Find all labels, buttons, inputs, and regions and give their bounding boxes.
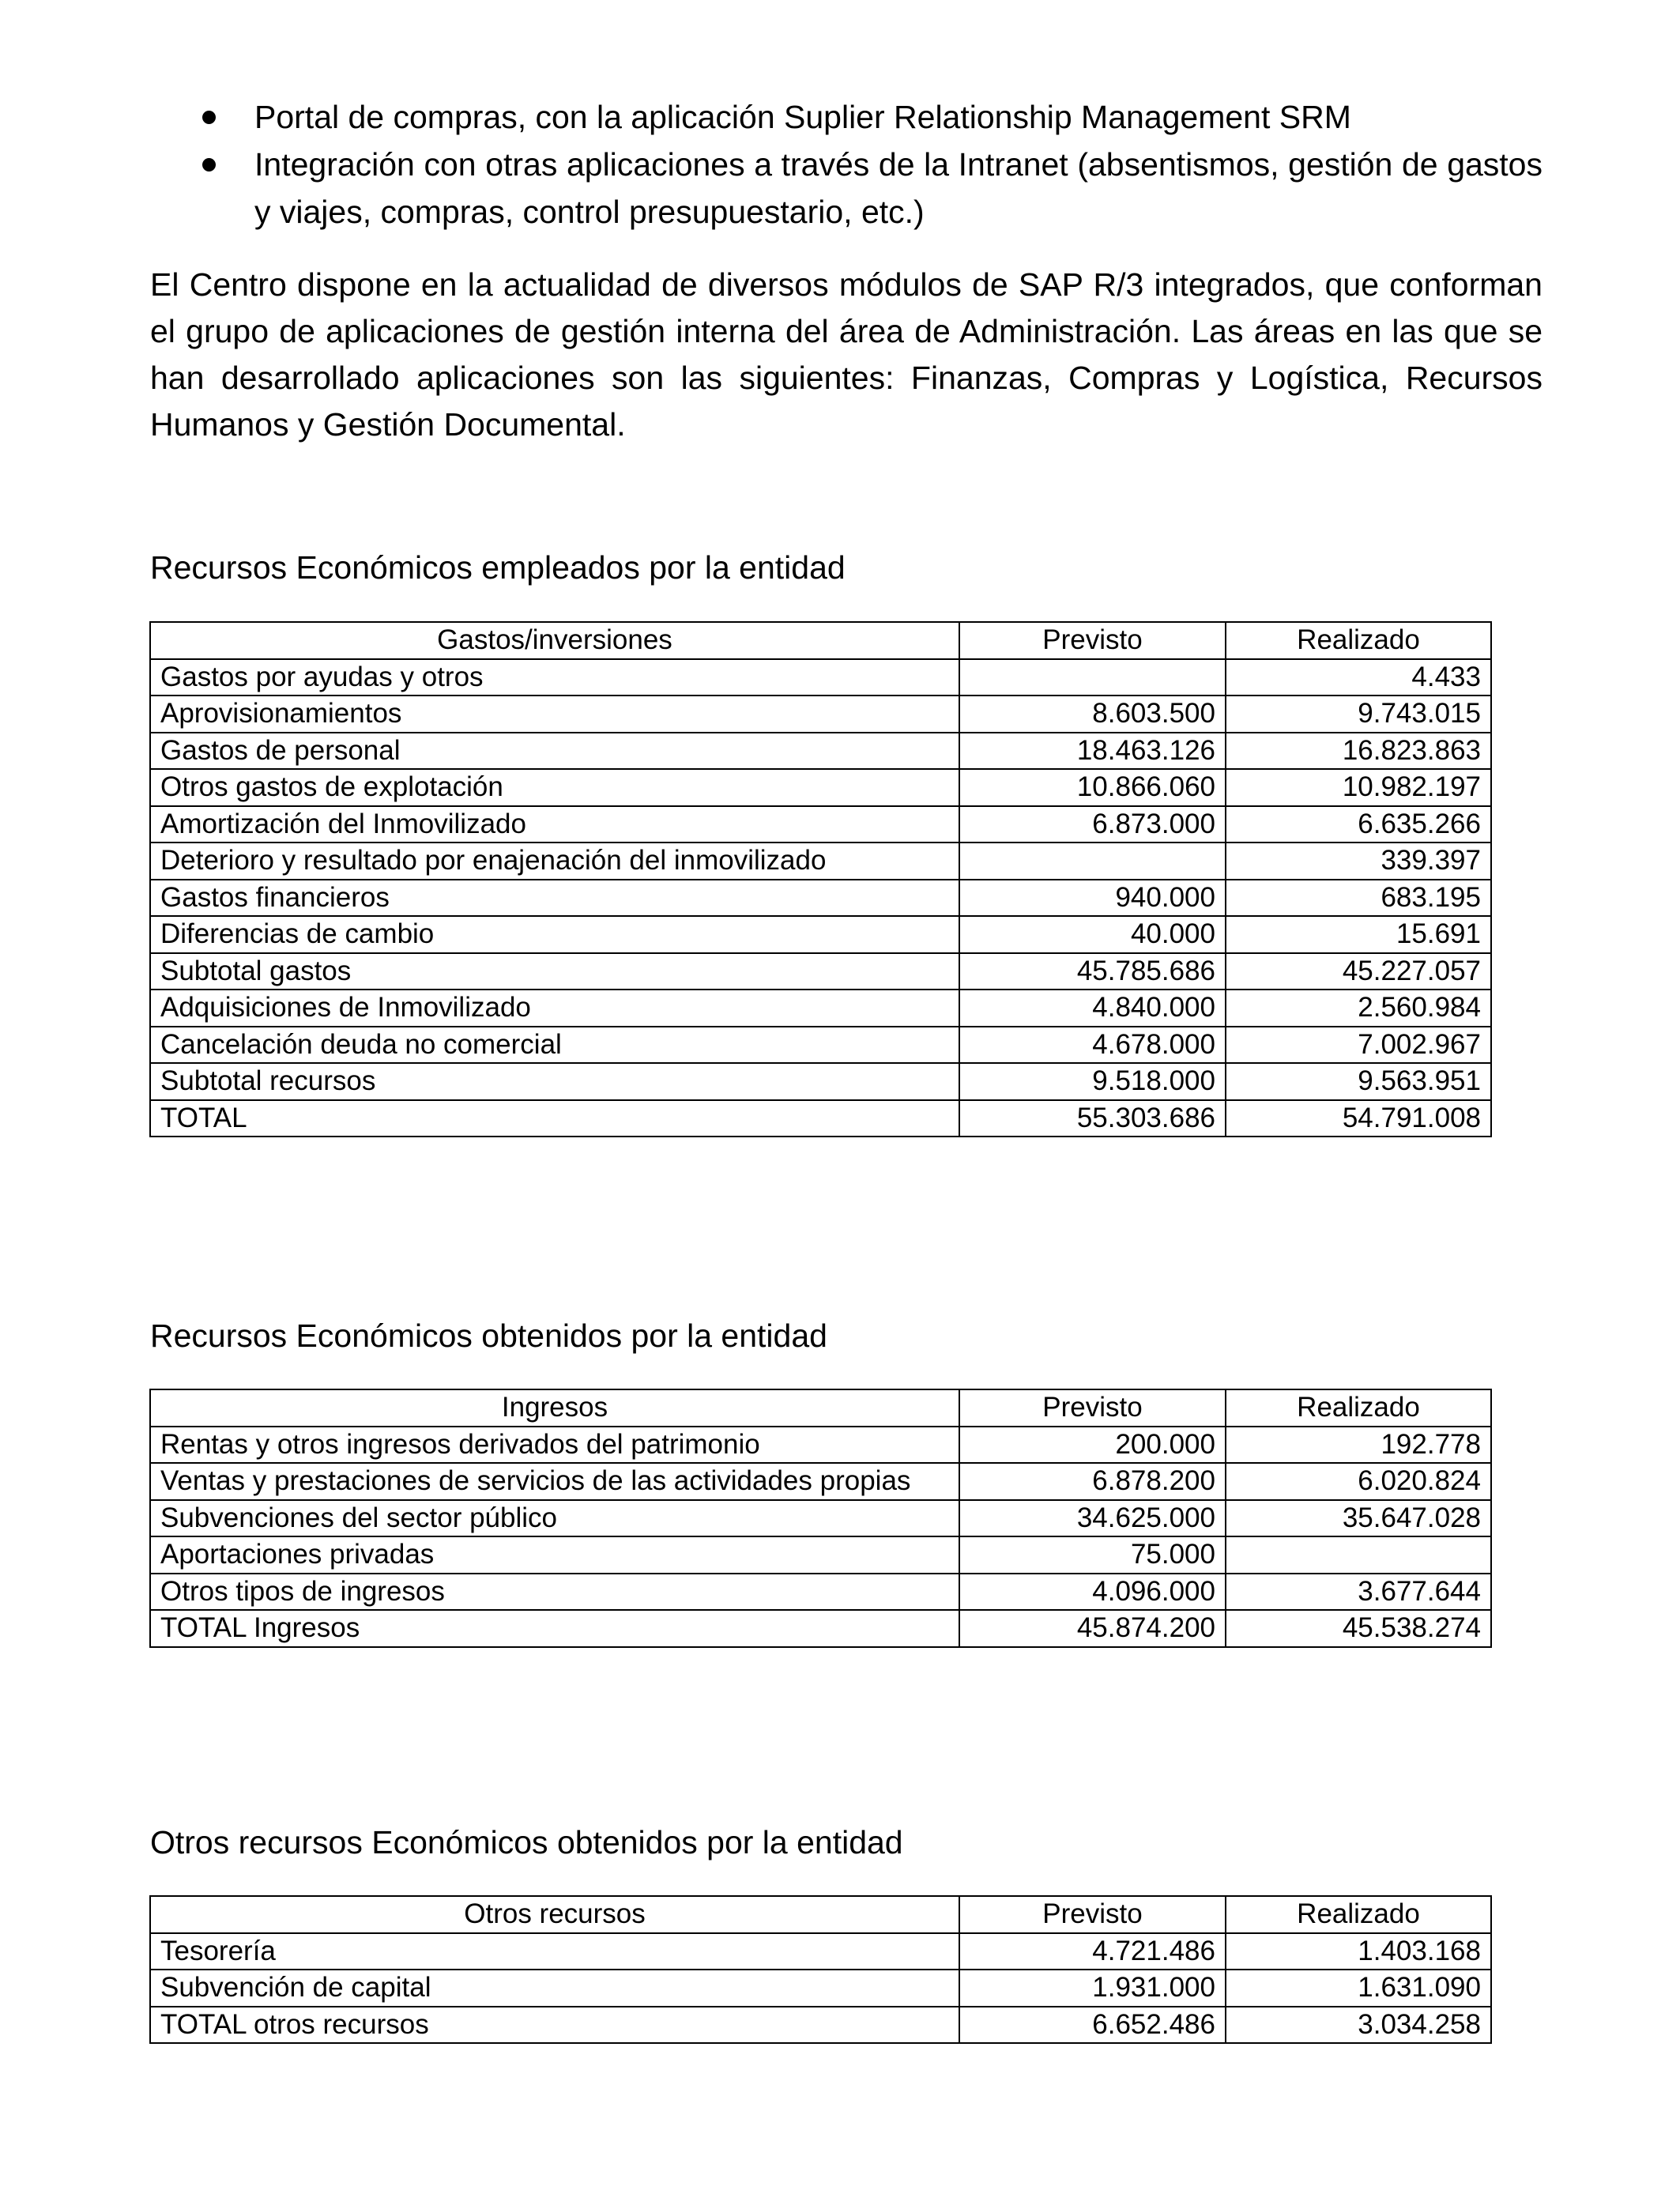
- row-label: Diferencias de cambio: [150, 916, 959, 953]
- previsto-cell: 1.931.000: [959, 1970, 1226, 2007]
- row-label: Subtotal gastos: [150, 953, 959, 990]
- realizado-cell: 6.635.266: [1226, 806, 1491, 843]
- realizado-cell: 3.677.644: [1226, 1574, 1491, 1611]
- row-label: Aportaciones privadas: [150, 1536, 959, 1574]
- table-row: [150, 769, 1491, 806]
- bullet-item: [150, 93, 1543, 141]
- row-label: Amortización del Inmovilizado: [150, 806, 959, 843]
- table-row: [150, 880, 1491, 917]
- table-otros-recursos: [149, 1895, 1492, 2044]
- realizado-cell: 10.982.197: [1226, 769, 1491, 806]
- table3-title: Otros recursos Económicos obtenidos por la entidad: [150, 1824, 903, 1860]
- table-row: [150, 1970, 1491, 2007]
- realizado-cell: 7.002.967: [1226, 1027, 1491, 1064]
- previsto-cell: 940.000: [959, 880, 1226, 917]
- previsto-cell: 8.603.500: [959, 696, 1226, 733]
- table-header-row: [150, 622, 1491, 659]
- table-row: [150, 733, 1491, 770]
- table-row-total: [150, 1610, 1491, 1647]
- table-row: [150, 696, 1491, 733]
- table-row: [150, 1933, 1491, 1970]
- bullet-dot-icon: [202, 111, 216, 124]
- previsto-cell: 10.866.060: [959, 769, 1226, 806]
- previsto-cell: 34.625.000: [959, 1500, 1226, 1537]
- table-ingresos: [149, 1389, 1492, 1648]
- table-row: [150, 1536, 1491, 1574]
- previsto-cell: 200.000: [959, 1427, 1226, 1464]
- row-label: Gastos por ayudas y otros: [150, 659, 959, 696]
- table-header-row: [150, 1896, 1491, 1933]
- column-header: Realizado: [1226, 1389, 1491, 1427]
- bullet-list: [150, 93, 1543, 236]
- previsto-cell: 45.874.200: [959, 1610, 1226, 1647]
- row-label: Adquisiciones de Inmovilizado: [150, 990, 959, 1027]
- previsto-cell: 6.878.200: [959, 1463, 1226, 1500]
- row-label: Subvenciones del sector público: [150, 1500, 959, 1537]
- body-paragraph: El Centro dispone en la actualidad de diversos módulos de SAP R/3 integrados, que conforman el grupo de aplicaciones de gestión interna del área de Administración. Las áreas en las que se han desarrollado aplicaciones son las siguientes: Finanzas, Compras y Logística, Recursos Humanos y Gestión Documental.: [150, 266, 1543, 443]
- column-header: Gastos/inversiones: [150, 622, 959, 659]
- realizado-cell: 15.691: [1226, 916, 1491, 953]
- realizado-cell: 6.020.824: [1226, 1463, 1491, 1500]
- previsto-cell: 40.000: [959, 916, 1226, 953]
- column-header: Previsto: [959, 1389, 1226, 1427]
- table-gastos: [149, 621, 1492, 1137]
- row-label: Rentas y otros ingresos derivados del patrimonio: [150, 1427, 959, 1464]
- realizado-cell: 3.034.258: [1226, 2007, 1491, 2044]
- row-label: Aprovisionamientos: [150, 696, 959, 733]
- previsto-cell: 18.463.126: [959, 733, 1226, 770]
- table-row: [150, 843, 1491, 880]
- table2-title: Recursos Económicos obtenidos por la entidad: [150, 1318, 827, 1354]
- table-row-total: [150, 1100, 1491, 1137]
- table-row: [150, 1027, 1491, 1064]
- previsto-cell: 75.000: [959, 1536, 1226, 1574]
- column-header: Realizado: [1226, 622, 1491, 659]
- row-label: Subtotal recursos: [150, 1063, 959, 1100]
- bullet-dot-icon: [202, 158, 216, 172]
- previsto-cell: 4.678.000: [959, 1027, 1226, 1064]
- previsto-cell: 4.721.486: [959, 1933, 1226, 1970]
- column-header: Previsto: [959, 622, 1226, 659]
- row-label: Tesorería: [150, 1933, 959, 1970]
- realizado-cell: 1.631.090: [1226, 1970, 1491, 2007]
- realizado-cell: 9.743.015: [1226, 696, 1491, 733]
- realizado-cell: 45.538.274: [1226, 1610, 1491, 1647]
- column-header: Previsto: [959, 1896, 1226, 1933]
- realizado-cell: 9.563.951: [1226, 1063, 1491, 1100]
- row-label: Ventas y prestaciones de servicios de las actividades propias: [150, 1463, 959, 1500]
- table-row: [150, 1500, 1491, 1537]
- row-label: Cancelación deuda no comercial: [150, 1027, 959, 1064]
- previsto-cell: 45.785.686: [959, 953, 1226, 990]
- previsto-cell: 9.518.000: [959, 1063, 1226, 1100]
- column-header: Realizado: [1226, 1896, 1491, 1933]
- table-row: [150, 953, 1491, 990]
- column-header: Otros recursos: [150, 1896, 959, 1933]
- realizado-cell: 45.227.057: [1226, 953, 1491, 990]
- table-row: [150, 1427, 1491, 1464]
- previsto-cell: [959, 659, 1226, 696]
- table-row: [150, 1463, 1491, 1500]
- column-header: Ingresos: [150, 1389, 959, 1427]
- realizado-cell: 4.433: [1226, 659, 1491, 696]
- row-label: Otros tipos de ingresos: [150, 1574, 959, 1611]
- bullet-text: Integración con otras aplicaciones a través de la Intranet (absentismos, gestión de gastos y viajes, compras, control presupuestario, etc.): [254, 146, 1543, 230]
- row-label: TOTAL otros recursos: [150, 2007, 959, 2044]
- row-label: Gastos de personal: [150, 733, 959, 770]
- table1-title: Recursos Económicos empleados por la entidad: [150, 549, 846, 586]
- row-label: TOTAL Ingresos: [150, 1610, 959, 1647]
- table-row: [150, 1063, 1491, 1100]
- row-label: TOTAL: [150, 1100, 959, 1137]
- row-label: Otros gastos de explotación: [150, 769, 959, 806]
- previsto-cell: 6.873.000: [959, 806, 1226, 843]
- realizado-cell: 1.403.168: [1226, 1933, 1491, 1970]
- table-row: [150, 659, 1491, 696]
- previsto-cell: [959, 843, 1226, 880]
- realizado-cell: 2.560.984: [1226, 990, 1491, 1027]
- row-label: Deterioro y resultado por enajenación del inmovilizado: [150, 843, 959, 880]
- previsto-cell: 55.303.686: [959, 1100, 1226, 1137]
- realizado-cell: 683.195: [1226, 880, 1491, 917]
- table-row: [150, 990, 1491, 1027]
- realizado-cell: 339.397: [1226, 843, 1491, 880]
- table-row-total: [150, 2007, 1491, 2044]
- realizado-cell: 54.791.008: [1226, 1100, 1491, 1137]
- bullet-text: Portal de compras, con la aplicación Suplier Relationship Management SRM: [254, 99, 1351, 135]
- bullet-item: [150, 141, 1543, 236]
- previsto-cell: 6.652.486: [959, 2007, 1226, 2044]
- table-header-row: [150, 1389, 1491, 1427]
- table-row: [150, 916, 1491, 953]
- previsto-cell: 4.840.000: [959, 990, 1226, 1027]
- realizado-cell: 16.823.863: [1226, 733, 1491, 770]
- realizado-cell: 35.647.028: [1226, 1500, 1491, 1537]
- previsto-cell: 4.096.000: [959, 1574, 1226, 1611]
- row-label: Gastos financieros: [150, 880, 959, 917]
- row-label: Subvención de capital: [150, 1970, 959, 2007]
- realizado-cell: 192.778: [1226, 1427, 1491, 1464]
- realizado-cell: [1226, 1536, 1491, 1574]
- table-row: [150, 806, 1491, 843]
- table-row: [150, 1574, 1491, 1611]
